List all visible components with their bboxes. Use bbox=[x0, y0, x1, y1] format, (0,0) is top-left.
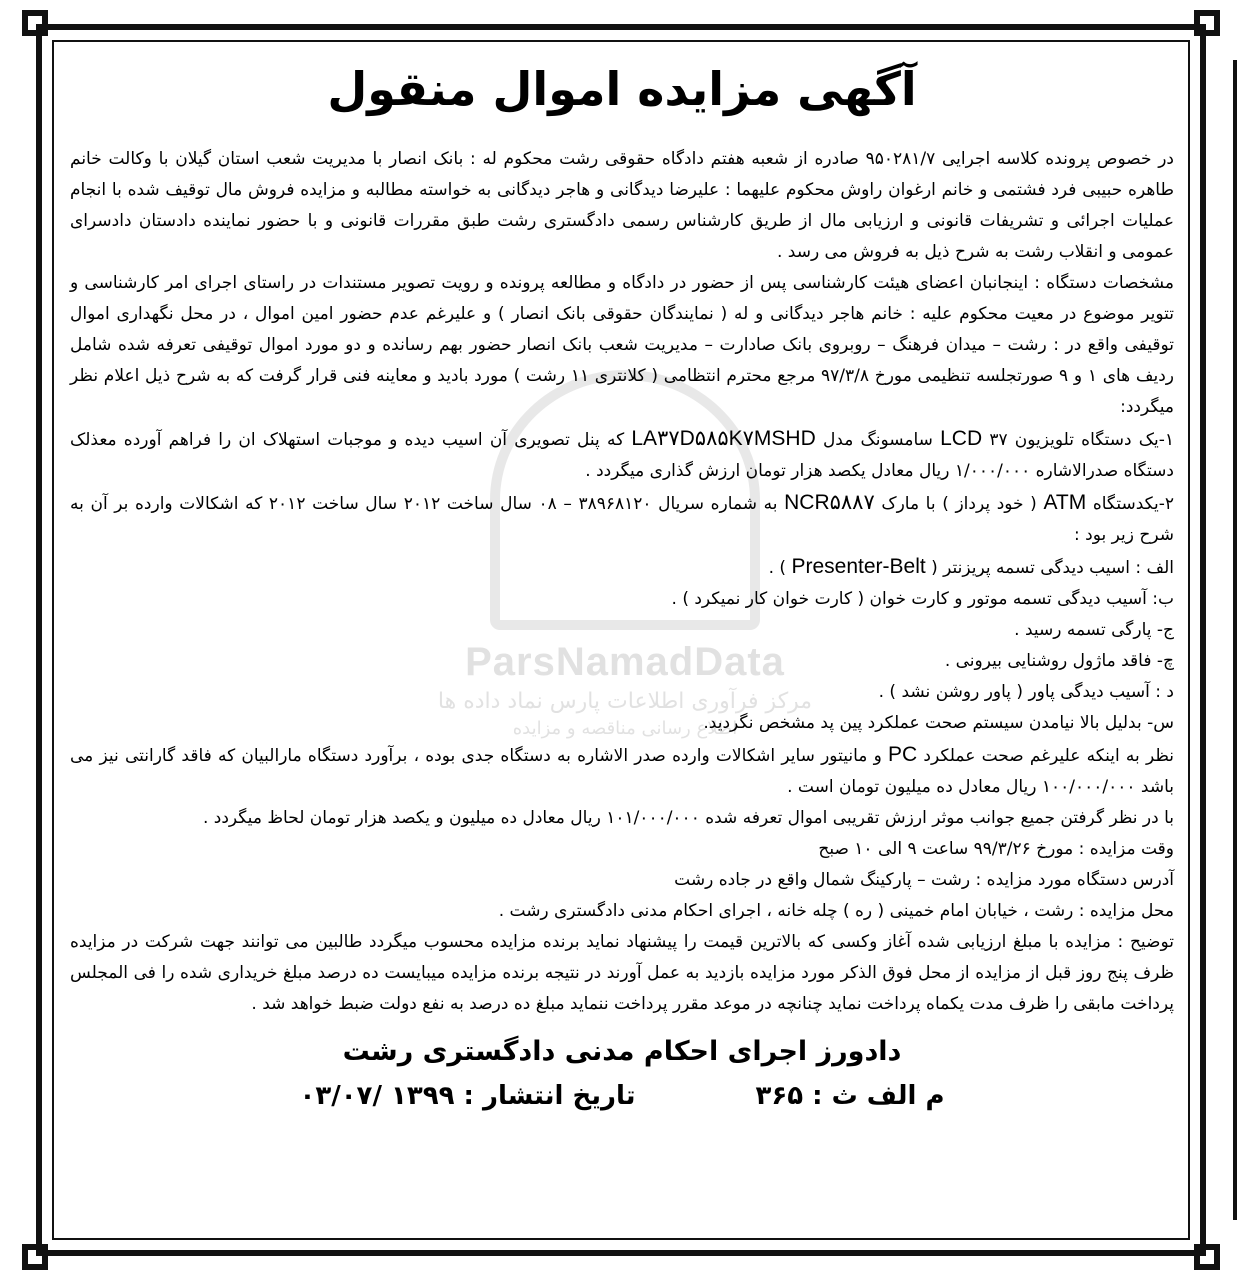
item-1-brand: سامسونگ مدل bbox=[822, 430, 933, 450]
defect-1-text: الف : اسیب دیدگی تسمه پریزنتر ( bbox=[931, 558, 1174, 578]
pc-term: PC bbox=[888, 743, 918, 766]
notice-sheet bbox=[70, 52, 1174, 1232]
item-2-brand: NCR۵۸۸۷ bbox=[784, 491, 875, 514]
watermark-brand: ParsNamadData bbox=[465, 640, 785, 684]
pc-paragraph-rest: و مانیتور سایر اشکالات وارده صدر الاشاره به دستگاه جدی بوده ، برآورد دستگاه مارالبیان که فاقد گارانتی نیز می باشد ۱۰۰/۰۰۰/۰۰۰ ریال معادل ده میلیون تومان است . bbox=[70, 746, 1174, 797]
item-1-lcd: LCD bbox=[940, 427, 983, 450]
auction-time: وقت مزایده : مورخ ۹۹/۳/۲۶ ساعت ۹ الی ۱۰ صبح bbox=[818, 839, 1174, 859]
total-paragraph: با در نظر گرفتن جمیع جوانب موثر ارزش تقریبی اموال تعرفه شده ۱۰۱/۰۰۰/۰۰۰ ریال معادل ده میلیون و یکصد هزار تومان لحاظ میگردد . bbox=[202, 808, 1174, 828]
auction-place: محل مزایده : رشت ، خیابان امام خمینی ( ره ) چله خانه ، اجرای احکام مدنی دادگستری رشت . bbox=[498, 901, 1174, 921]
defect-1 bbox=[70, 551, 1174, 584]
item-2-brand-label: ( خود پرداز ) با مارک bbox=[881, 494, 1037, 514]
pc-paragraph-start: نظر به اینکه علیرغم صحت عملکرد bbox=[923, 746, 1174, 766]
reference-number: م الف ث : ۳۶۵ bbox=[755, 1081, 945, 1111]
defect-1-term: Presenter-Belt bbox=[791, 555, 926, 578]
defect-6: س- بدلیل بالا نیامدن سیستم صحت عملکرد پین پد مشخص نگردید. bbox=[703, 713, 1174, 733]
issuer: دادورز اجرای احکام مدنی دادگستری رشت bbox=[342, 1036, 902, 1067]
defect-4: چ- فاقد ماژول روشنایی بیرونی . bbox=[944, 651, 1174, 671]
watermark-tagline: مرکز فرآوری اطلاعات پارس نماد داده ها bbox=[437, 689, 813, 714]
watermark-subtitle: اطلاع رسانی مناقصه و مزایده bbox=[512, 718, 738, 739]
page-title: آگهی مزایده اموال منقول bbox=[327, 62, 917, 116]
defect-3: ج- پارگی تسمه رسید . bbox=[1014, 620, 1174, 640]
defect-5: د : آسیب دیدگی پاور ( پاور روشن نشد ) . bbox=[878, 682, 1174, 702]
side-rule bbox=[1233, 60, 1237, 1220]
publish-date: تاریخ انتشار : ۱۳۹۹ /۰۳/۰۷ bbox=[299, 1081, 636, 1111]
item-2 bbox=[70, 487, 1174, 551]
defect-2: ب: آسیب دیدگی تسمه موتور و کارت خوان ( کارت خوان کار نمیکرد ) . bbox=[671, 589, 1174, 609]
device-address: آدرس دستگاه مورد مزایده : رشت – پارکینگ شمال واقع در جاده رشت bbox=[674, 870, 1174, 890]
item-2-atm: ATM bbox=[1043, 491, 1087, 514]
item-1 bbox=[70, 423, 1174, 487]
pc-paragraph bbox=[70, 739, 1174, 803]
note-paragraph: توضیح : مزایده با مبلغ ارزیابی شده آغاز وکسی که بالاترین قیمت را پیشنهاد نماید برنده مزایده محسوب میگردد طالبین می توانند جهت شرکت در مزایده ظرف پنج روز قبل از مزایده از محل فوق الذکر مورد مزایده بازدید به عمل آورند در نتیجه برنده مزایده میبایست ده درصد مبلغ خریداری شده را فی المجلس پرداخت مابقی را ظرف مدت یکماه پرداخت نماید چنانچه در موعد مقرر پرداخت ننماید مبلغ ده درصد به نفع دولت ضبط خواهد شد . bbox=[70, 932, 1174, 1014]
device-specs-paragraph: مشخصات دستگاه : اینجانبان اعضای هیئت کارشناسی پس از حضور در دادگاه و مطالعه پرونده و رویت تصویر مستندات در راستای اجرای امر کارشناسی و تتویر موضوع در معیت محکوم علیه : خانم هاجر دیدگانی و له ( نمایندگان حقوقی بانک انصار ) و علیرغم عدم حضور امین اموال ، در محل نگهداری اموال توقیفی واقع در : رشت – میدان فرهنگ – روبروی بانک صادارت – مدیریت شعب بانک انصار حضور بهم رسانده و دو مورد اموال توقیفی تعرفه شده شامل ردیف های ۱ و ۹ صورتجلسه تنظیمی مورخ ۹۷/۳/۸ مرجع محترم انتظامی ( کلانتری ۱۱ رشت ) مورد بادید و معاینه فنی قرار گرفت که به شرح ذیل اعلام نظر میگردد: bbox=[70, 273, 1174, 417]
intro-paragraph: در خصوص پرونده کلاسه اجرایی ۹۵۰۲۸۱/۷ صادره از شعبه هفتم دادگاه حقوقی رشت محکوم له : بانک انصار با مدیریت شعب استان گیلان با وکالت خانم طاهره حبیبی فرد فشتمی و خانم ارغوان راوش محکوم علیهما : علیرضا دیدگانی و هاجر دیدگانی به خواسته مطالبه و مزایده فروش مال توقیف شده با انجام عملیات اجرائی و تشریفات قانونی و ارزیابی مال از طریق کارشناس رسمی دادگستری رشت طبق مقررات قانونی و با حضور نماینده دادستان دادسرای عمومی و انقلاب رشت به شرح ذیل به فروش می رسد . bbox=[70, 149, 1174, 262]
footer-row bbox=[70, 1074, 1174, 1118]
item-1-desc: که پنل تصویری آن اسیب دیده و موجبات استهلاک ان را فراهم آورده معذلک دستگاه صدرالاشاره ۱/۰۰۰/۰۰۰ ریال معادل یکصد هزار تومان ارزش گذاری میگردد . bbox=[70, 430, 1174, 481]
item-2-text: ۲-یکدستگاه bbox=[1092, 494, 1175, 514]
notice-body bbox=[70, 144, 1174, 1020]
item-2-desc: به شماره سریال ۳۸۹۶۸۱۲۰ – ۰۸ سال ساخت ۲۰۱۲ سال ساخت ۲۰۱۲ که اشکالات وارده بر آن به شرح زیر بود : bbox=[70, 494, 1174, 545]
item-1-model: LA۳۷D۵۸۵K۷MSHD bbox=[631, 427, 816, 450]
defect-1-tail: ) . bbox=[768, 558, 787, 578]
item-1-text: ۱-یک دستگاه تلویزیون ۳۷ bbox=[989, 430, 1175, 450]
